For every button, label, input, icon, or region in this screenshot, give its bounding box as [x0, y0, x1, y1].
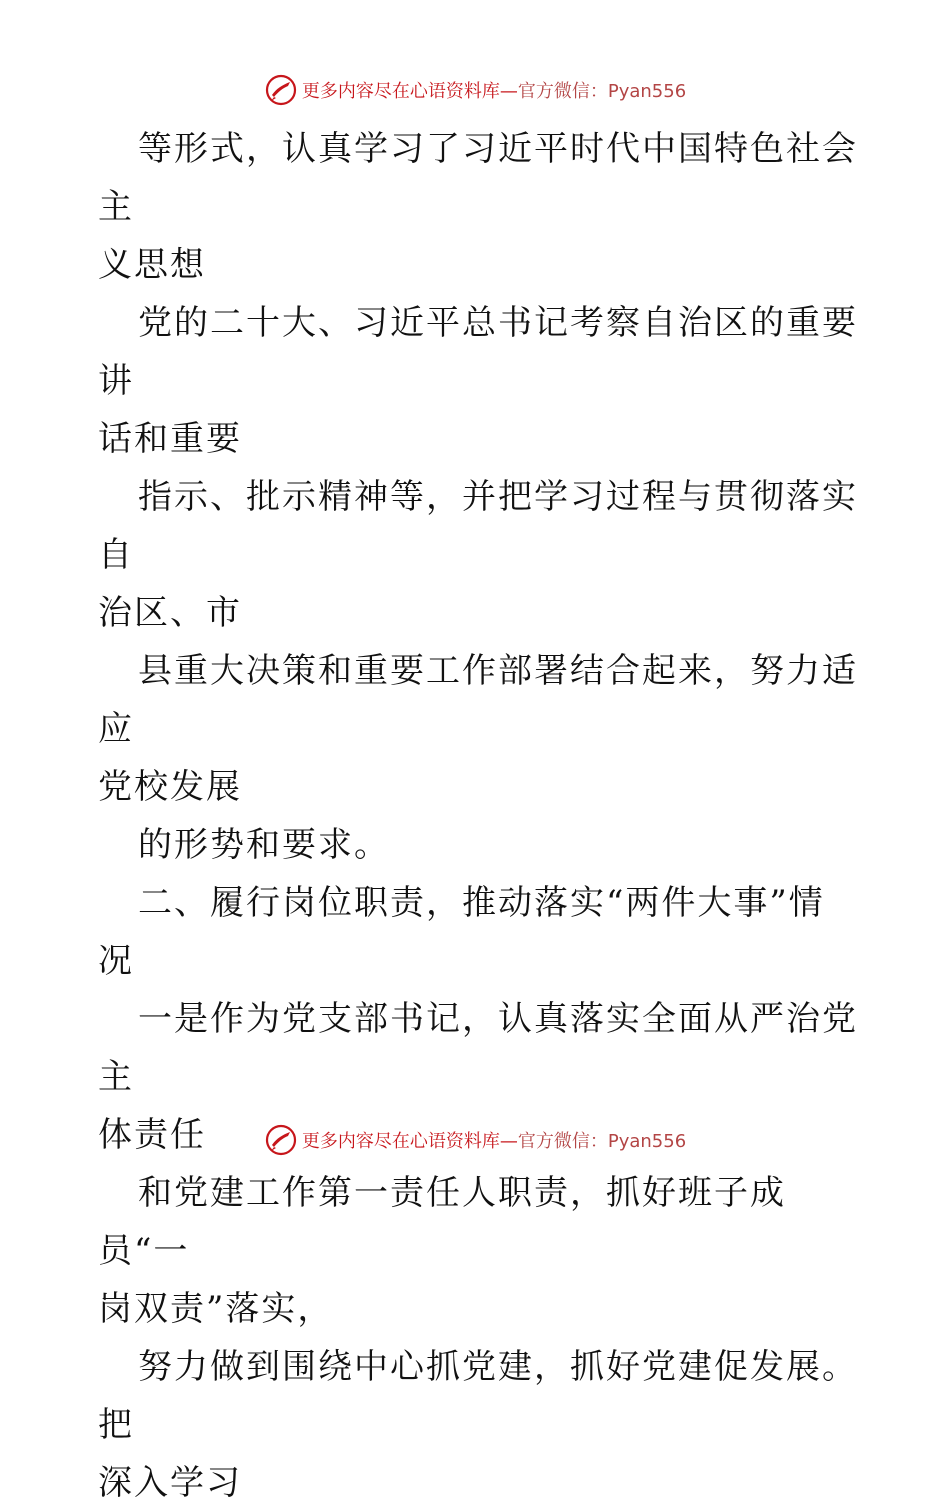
paragraph-4: 县重大决策和重要工作部署结合起来，努力适应 党校发展 [98, 651, 858, 807]
pen-logo-icon [264, 73, 298, 107]
paragraph-7: 一是作为党支部书记，认真落实全面从严治党主 体责任 [98, 999, 858, 1155]
header-banner-text: 更多内容尽在心语资料库—官方微信：Pyan556 [301, 81, 687, 102]
paragraph-2: 党的二十大、习近平总书记考察自治区的重要讲 话和重要 [98, 303, 858, 459]
header-banner [0, 70, 950, 110]
paragraph-9: 努力做到围绕中心抓党建，抓好党建促发展。把 深入学习 [98, 1347, 858, 1503]
paragraph-6: 二、履行岗位职责，推动落实“两件大事”情况 [98, 883, 825, 981]
paragraph-3: 指示、批示精神等，并把学习过程与贯彻落实自 治区、市 [98, 477, 858, 633]
footer-banner [0, 1120, 950, 1160]
footer-banner-text: 更多内容尽在心语资料库—官方微信：Pyan556 [301, 1131, 687, 1152]
pen-logo-icon [264, 1123, 298, 1157]
paragraph-8: 和党建工作第一责任人职责，抓好班子成员“一 岗双责”落实， [98, 1173, 786, 1329]
paragraph-1: 等形式，认真学习了习近平时代中国特色社会主 义思想 [98, 129, 858, 285]
document-body [98, 120, 858, 1512]
paragraph-5: 的形势和要求。 [138, 825, 390, 865]
